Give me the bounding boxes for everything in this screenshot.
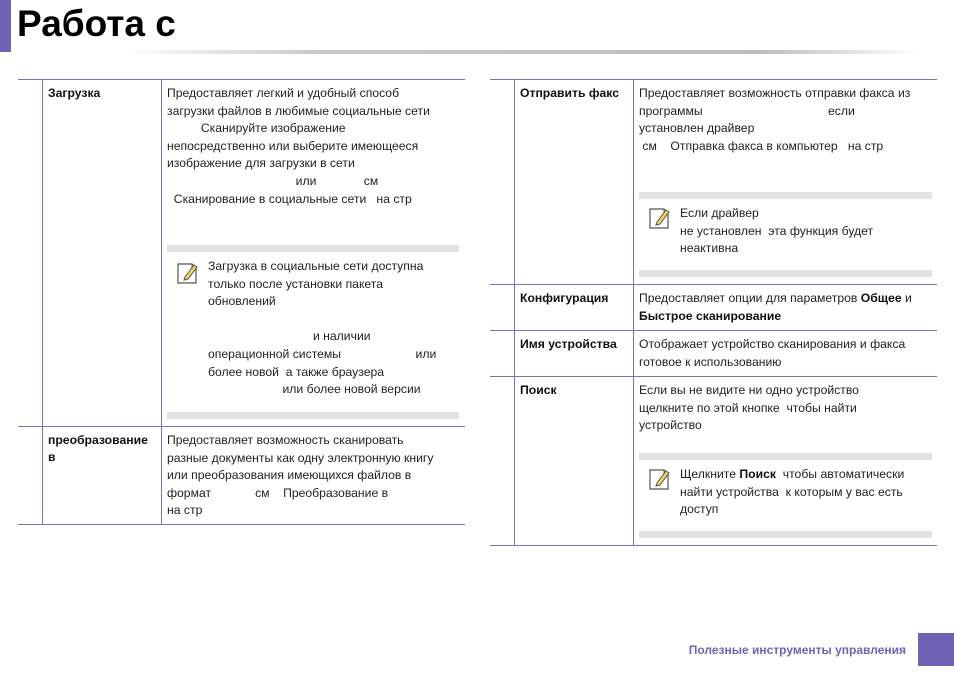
row-label: Отправить факс [515, 80, 634, 284]
table-row-configuration [490, 285, 937, 331]
right-table [490, 79, 937, 546]
note-box [167, 245, 459, 419]
table-row-convert [18, 427, 465, 525]
table-row-search [490, 377, 937, 546]
page-number-box [918, 633, 954, 666]
note-text: Если драйвер не установлен эта функция будет неактивна [680, 206, 874, 256]
note-text: Загрузка в социальные сети доступна только после установки пакета обновлений и наличии операционной системы или более новой а также браузера или более новой версии [208, 259, 437, 397]
note-box [639, 192, 932, 277]
note-pencil-icon [647, 205, 673, 231]
page-title: Работа с [17, 3, 176, 44]
table-row-send-fax [490, 80, 937, 285]
header-accent-bar [0, 0, 11, 52]
row-description: Предоставляет возможность сканировать разные документы как одну электронную книгу или преобразования имеющихся файлов в формат см Преобразование в на стр [167, 433, 434, 518]
row-label: преобразование в [43, 427, 162, 524]
row-description: Отображает устройство сканирования и факса готовое к использованию [639, 337, 906, 369]
note-text: Щелкните Поиск чтобы автоматически найти устройства к которым у вас есть доступ [680, 467, 905, 517]
row-label: Конфигурация [515, 285, 634, 330]
row-label: Загрузка [43, 80, 162, 426]
row-description: Если вы не видите ни одно устройство щелкните по этой кнопке чтобы найти устройство [639, 383, 859, 433]
row-description: Предоставляет легкий и удобный способ загрузки файлов в любимые социальные сети Сканируйте изображение непосредственно или выберите имеющееся изображение для загрузки в сети или см Сканирование в социальные сети на стр [167, 86, 430, 206]
note-pencil-icon [647, 466, 673, 492]
footer-section-title: Полезные инструменты управления [688, 643, 906, 657]
table-row-device-name [490, 331, 937, 377]
left-table [18, 79, 465, 525]
title-divider [120, 50, 920, 54]
note-pencil-icon [175, 260, 201, 286]
row-label: Имя устройства [515, 331, 634, 376]
table-row-upload [18, 80, 465, 427]
row-description: Предоставляет опции для параметров Общее и Быстрое сканирование [639, 291, 912, 323]
row-description: Предоставляет возможность отправки факса из программы если установлен драйвер см Отправка факса в компьютер на стр [639, 86, 911, 153]
note-box [639, 453, 932, 538]
row-label: Поиск [515, 377, 634, 545]
